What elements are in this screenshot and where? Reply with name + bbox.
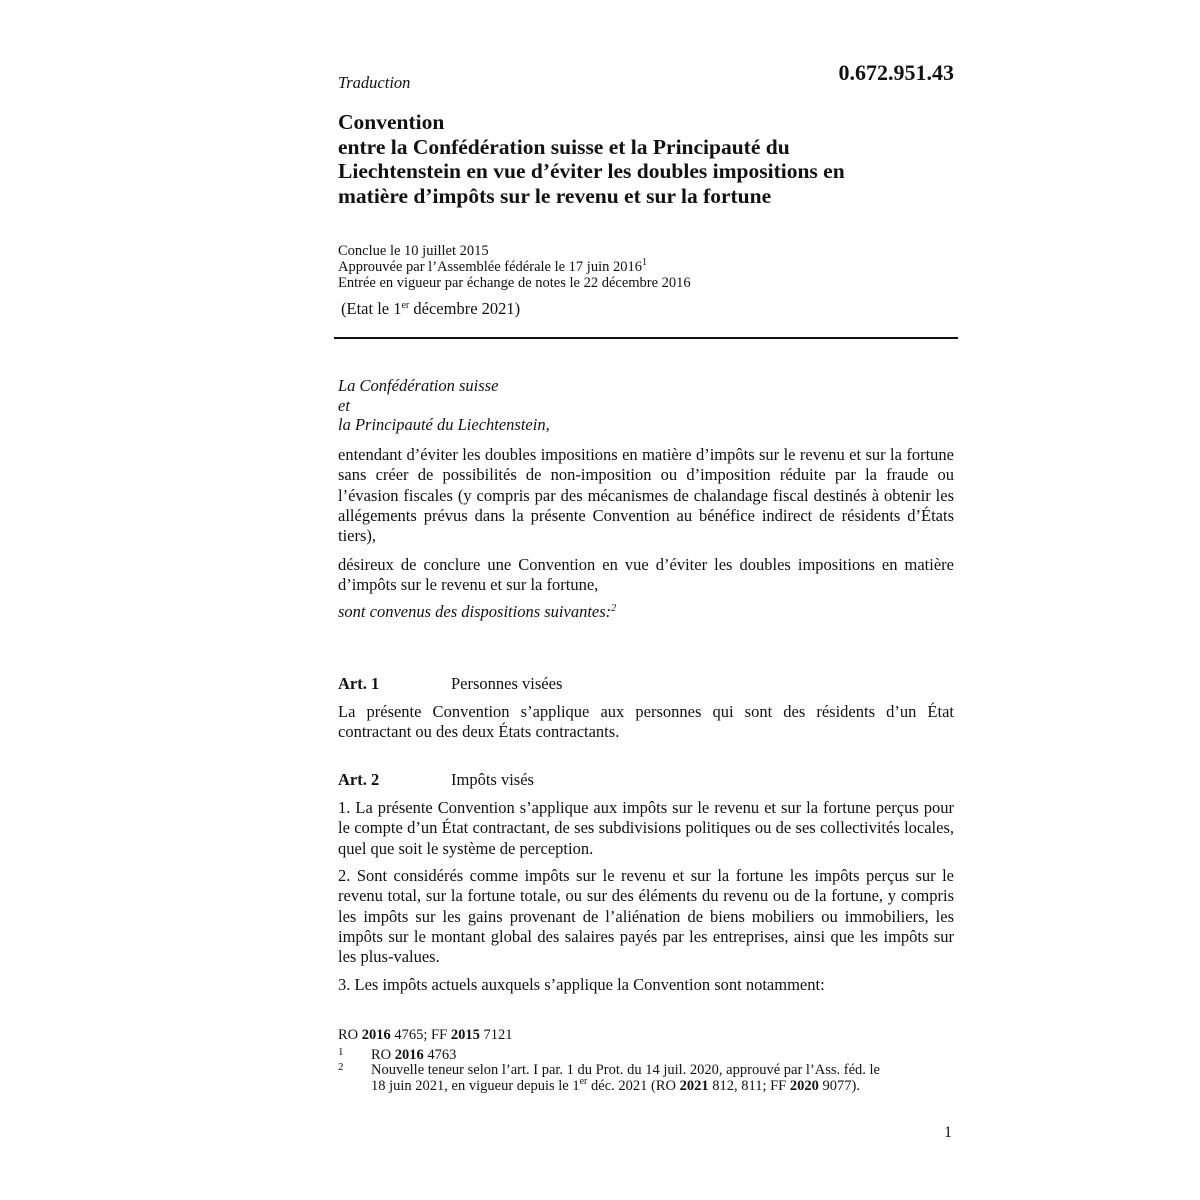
approval-text: Approuvée par l’Assemblée fédérale le 17 juin 2016 [338,259,642,275]
fn-part: 9077). [818,1077,860,1094]
agreement-clause [338,602,954,622]
preamble-paragraph: entendant d’éviter les doubles impositions en matière d’impôts sur le revenu et sur la fortune sans créer de possibilités de non-imposition ou d’imposition réduite par la fraude ou l’évasion fiscales (y compris par des mécanismes de chalandage fiscal destinés à obtenir les allégements prévus dans la présente Convention au bénéfice indirect de résidents d’États tiers), [338,445,954,546]
page-number: 1 [944,1124,952,1141]
party-line: La Confédération suisse [338,376,499,395]
concluded-date: Conclue le 10 juillet 2015 [338,243,489,259]
footnote-text [371,1063,961,1094]
footnote-mark: 2 [338,1061,344,1073]
ref-year: 2015 [450,1027,480,1043]
title-line: entre la Confédération suisse et la Principauté du [338,134,790,159]
article-paragraph: 1. La présente Convention s’applique aux impôts sur le revenu et sur la fortune perçus pour le compte d’un État contractant, de ses subdivisions politiques ou de ses collectivités locales, quel que soit le système de perception. [338,798,954,858]
fn-year: 2016 [394,1047,424,1063]
title-line: matière d’impôts sur le revenu et sur la fortune [338,183,772,208]
state-date [341,299,520,319]
fn-superscript: er [579,1075,588,1087]
article-number: Art. 2 [338,770,380,789]
article-paragraph: 3. Les impôts actuels auxquels s’applique la Convention sont notamment: [338,975,825,994]
fn-part: RO [371,1047,395,1063]
translation-label: Traduction [338,73,411,92]
party-line: la Principauté du Liechtenstein, [338,415,550,434]
ref-text: 7121 [479,1027,513,1043]
fn-part: 812, 811; FF [708,1077,790,1094]
ref-year: 2016 [361,1027,391,1043]
footnote-ref: 1 [642,257,647,268]
official-reference [338,1027,512,1044]
footnote-ref: 2 [611,603,617,614]
fn-part: 18 juin 2021, en vigueur depuis le 1 [371,1077,580,1094]
article-paragraph: 2. Sont considérés comme impôts sur le revenu et sur la fortune les impôts perçus sur le revenu total, sur la fortune totale, ou sur des éléments du revenu ou de la fortune, y compris les impôts sur les gains provenant de l’aliénation de biens mobiliers ou immobiliers, les impôts sur le montant global des salaires payés par les entreprises, ainsi que les impôts sur les plus-values. [338,866,954,967]
party-line: et [338,395,350,415]
title-line: Liechtenstein en vue d’éviter les doubles impositions en [338,159,845,183]
entry-into-force-date: Entrée en vigueur par échange de notes le 22 décembre 2016 [338,275,691,291]
fn-year: 2021 [679,1077,709,1094]
title-line: Convention [338,110,445,134]
fn-part: déc. 2021 (RO [587,1077,680,1094]
footnote-mark: 1 [338,1046,344,1058]
state-suffix: décembre 2021) [409,299,521,318]
document-title [338,110,954,208]
ref-text: 4765; FF [390,1027,451,1043]
article-number: Art. 1 [338,674,380,693]
agreement-text: sont convenus des dispositions suivantes: [338,602,612,621]
article-title: Personnes visées [451,674,563,693]
preamble-paragraph: désireux de conclure une Convention en vue d’éviter les doubles impositions en matière d’impôts sur le revenu et sur la fortune, [338,555,954,595]
ref-text: RO [338,1027,362,1043]
document-metadata [338,243,691,291]
state-superscript: er [401,300,410,311]
fn-line: Nouvelle teneur selon l’art. I par. 1 du Prot. du 14 juil. 2020, approuvé par l’Ass. féd. le [371,1062,880,1078]
document-page [338,0,954,1200]
article-paragraph: La présente Convention s’applique aux personnes qui sont des résidents d’un État contractant ou des deux États contractants. [338,702,954,742]
article-title: Impôts visés [451,770,534,789]
horizontal-divider [334,337,958,339]
article-heading [338,770,534,790]
approval-date [338,259,691,275]
contracting-parties [338,376,550,435]
fn-year: 2020 [789,1077,819,1094]
state-prefix: (Etat le 1 [341,299,402,318]
reference-number: 0.672.951.43 [838,60,954,85]
article-heading [338,674,562,694]
fn-part: 4763 [423,1047,457,1063]
